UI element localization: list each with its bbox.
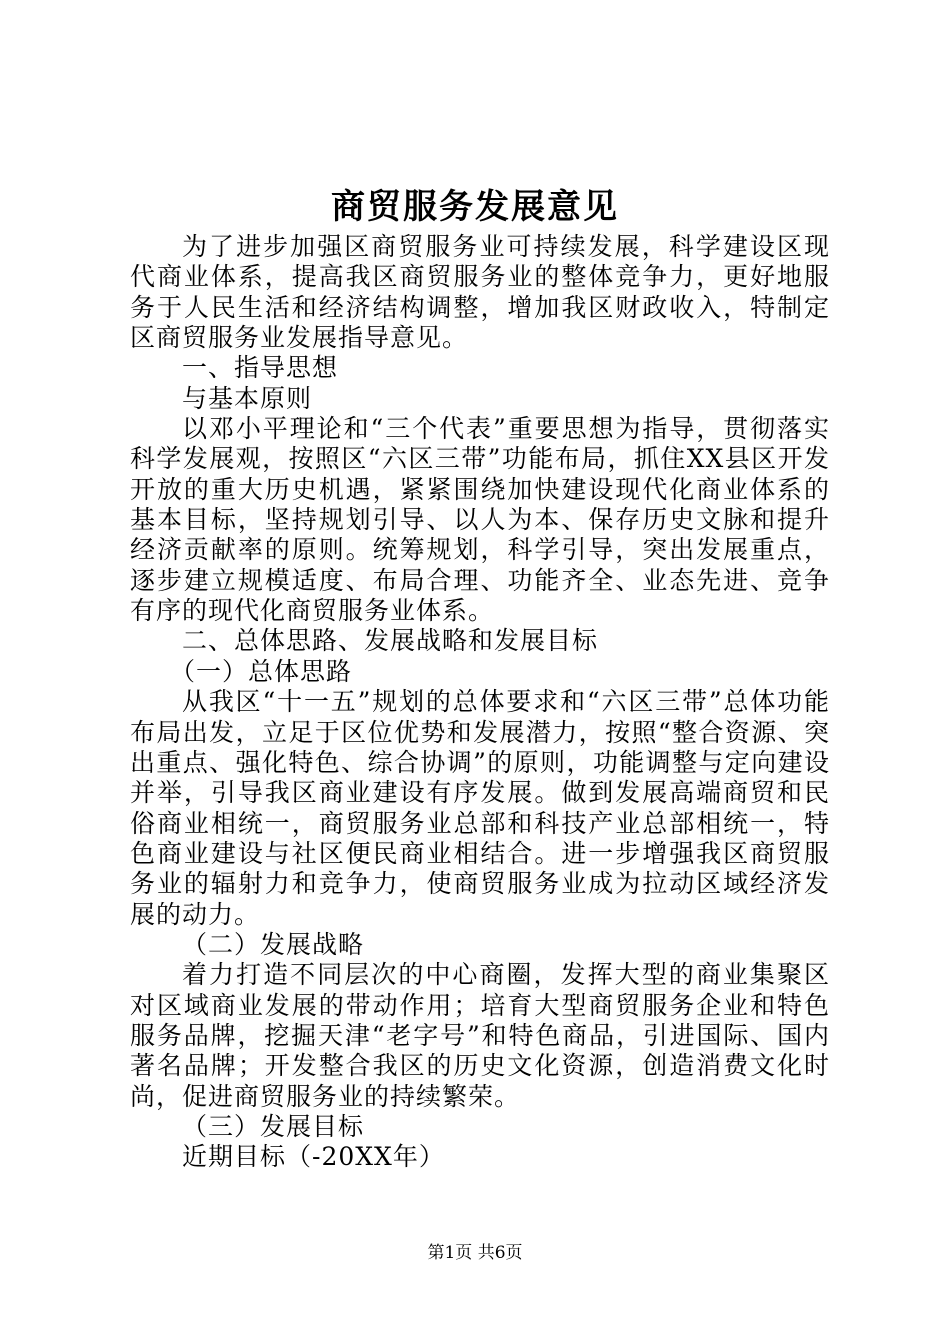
subsection-heading-overall-approach: （一）总体思路: [170, 656, 353, 686]
paragraph-overall-approach: 从我区“十一五”规划的总体要求和“六区三带”总体功能布局出发，立足于区位优势和发展潜力，按照“整合资源、突出重点、强化特色、综合协调”的原则，功能调整与定向建设并举，引导我区商业建设有序发展。做到发展高端商贸和民俗商业相统一，商贸服务业总部和科技产业总部相统一，特色商业建设与社区便民商业相结合。进一步增强我区商贸服务业的辐射力和竞争力，使商贸服务业成为拉动区域经济发展的动力。: [130, 687, 830, 929]
paragraph-development-strategy: 着力打造不同层次的中心商圈，发挥大型的商业集聚区对区域商业发展的带动作用；培育大型商贸服务企业和特色服务品牌，挖掘天津“老字号”和特色商品，引进国际、国内著名品牌；开发整合我区的历史文化资源，创造消费文化时尚，促进商贸服务业的持续繁荣。: [130, 960, 830, 1111]
section-heading-basic-principles: 与基本原则: [182, 383, 313, 413]
subsection-heading-development-goals: （三）发展目标: [182, 1111, 365, 1141]
page-footer: 第1页 共6页: [427, 1243, 523, 1263]
near-term-goals-heading: 近期目标（-20XX年）: [182, 1142, 445, 1172]
paragraph-intro: 为了进步加强区商贸服务业可持续发展，科学建设区现代商业体系，提高我区商贸服务业的整体竞争力，更好地服务于人民生活和经济结构调整，增加我区财政收入，特制定区商贸服务业发展指导意见。: [130, 232, 830, 353]
document-title: 商贸服务发展意见: [331, 187, 619, 227]
section-heading-overall-strategy: 二、总体思路、发展战略和发展目标: [182, 626, 599, 656]
section-heading-guiding-ideology: 一、指导思想: [182, 353, 339, 383]
document-body: [130, 232, 830, 1173]
paragraph-guiding-principles: 以邓小平理论和“三个代表”重要思想为指导，贯彻落实科学发展观，按照区“六区三带”功能布局，抓住XX县区开发开放的重大历史机遇，紧紧围绕加快建设现代化商业体系的基本目标，坚持规划引导、以人为本、保存历史文脉和提升经济贡献率的原则。统筹规划，科学引导，突出发展重点，逐步建立规模适度、布局合理、功能齐全、业态先进、竞争有序的现代化商贸服务业体系。: [130, 414, 830, 626]
subsection-heading-development-strategy: （二）发展战略: [182, 929, 365, 959]
